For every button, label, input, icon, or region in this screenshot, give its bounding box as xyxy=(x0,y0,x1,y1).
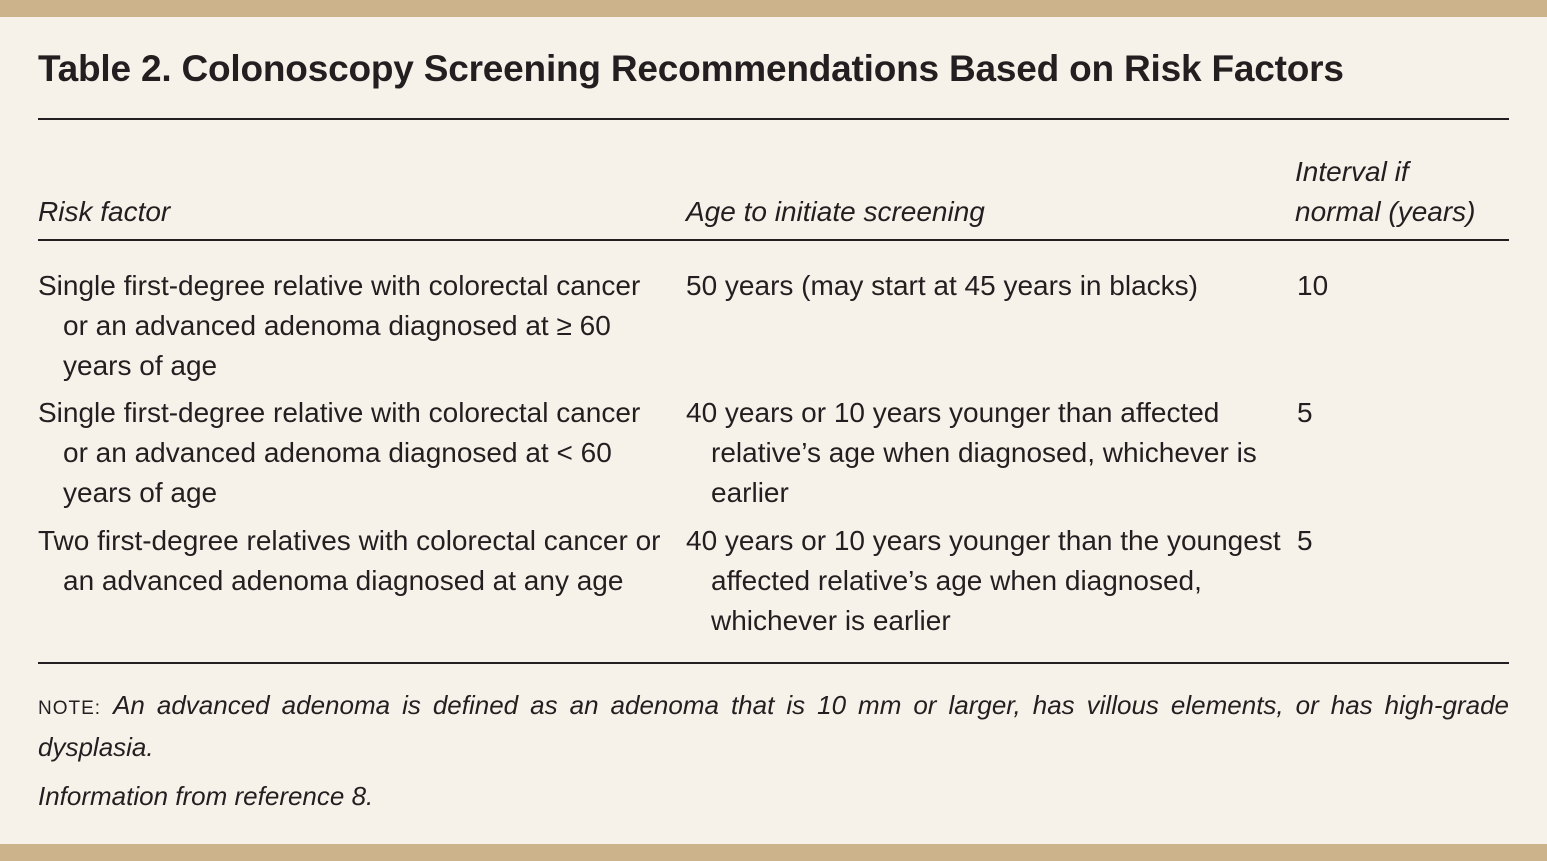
table-bottom-rule xyxy=(38,662,1509,664)
note-text: An advanced adenoma is defined as an adenoma that is 10 mm or larger, has villous elements, or has high-grade dysplasia. xyxy=(38,690,1509,762)
row-2-age: 40 years or 10 years younger than affected relative’s age when diagnosed, whichever is earlier xyxy=(686,397,1257,508)
row-1-age: 50 years (may start at 45 years in blacks) xyxy=(686,270,1198,301)
row-2-interval: 5 xyxy=(1297,397,1313,428)
column-header-risk-factor: Risk factor xyxy=(38,196,171,227)
note-label: NOTE: xyxy=(38,698,102,719)
column-header-interval-line1: Interval if xyxy=(1295,156,1409,187)
row-3-age: 40 years or 10 years younger than the youngest affected relative’s age when diagnosed, whichever is earlier xyxy=(686,525,1281,636)
row-1-interval: 10 xyxy=(1297,270,1329,301)
row-1-risk-factor: Single first-degree relative with colorectal cancer or an advanced adenoma diagnosed at ≥ 60 years of age xyxy=(38,270,641,381)
header-rule xyxy=(38,239,1509,241)
column-header-interval-line2: normal (years) xyxy=(1295,196,1476,227)
source-citation: Information from reference 8. xyxy=(38,781,374,811)
row-3-interval: 5 xyxy=(1297,525,1313,556)
table-title: Table 2. Colonoscopy Screening Recommendations Based on Risk Factors xyxy=(38,48,1344,89)
column-header-interval xyxy=(1295,152,1505,232)
column-header-age: Age to initiate screening xyxy=(686,196,985,227)
row-3-risk-factor: Two first-degree relatives with colorectal cancer or an advanced adenoma diagnosed at any age xyxy=(38,525,661,596)
bottom-border-band xyxy=(0,844,1547,861)
table-top-rule xyxy=(38,118,1509,120)
top-border-band xyxy=(0,0,1547,17)
row-2-risk-factor: Single first-degree relative with colorectal cancer or an advanced adenoma diagnosed at < 60 years of age xyxy=(38,397,641,508)
table-note xyxy=(38,686,1509,767)
